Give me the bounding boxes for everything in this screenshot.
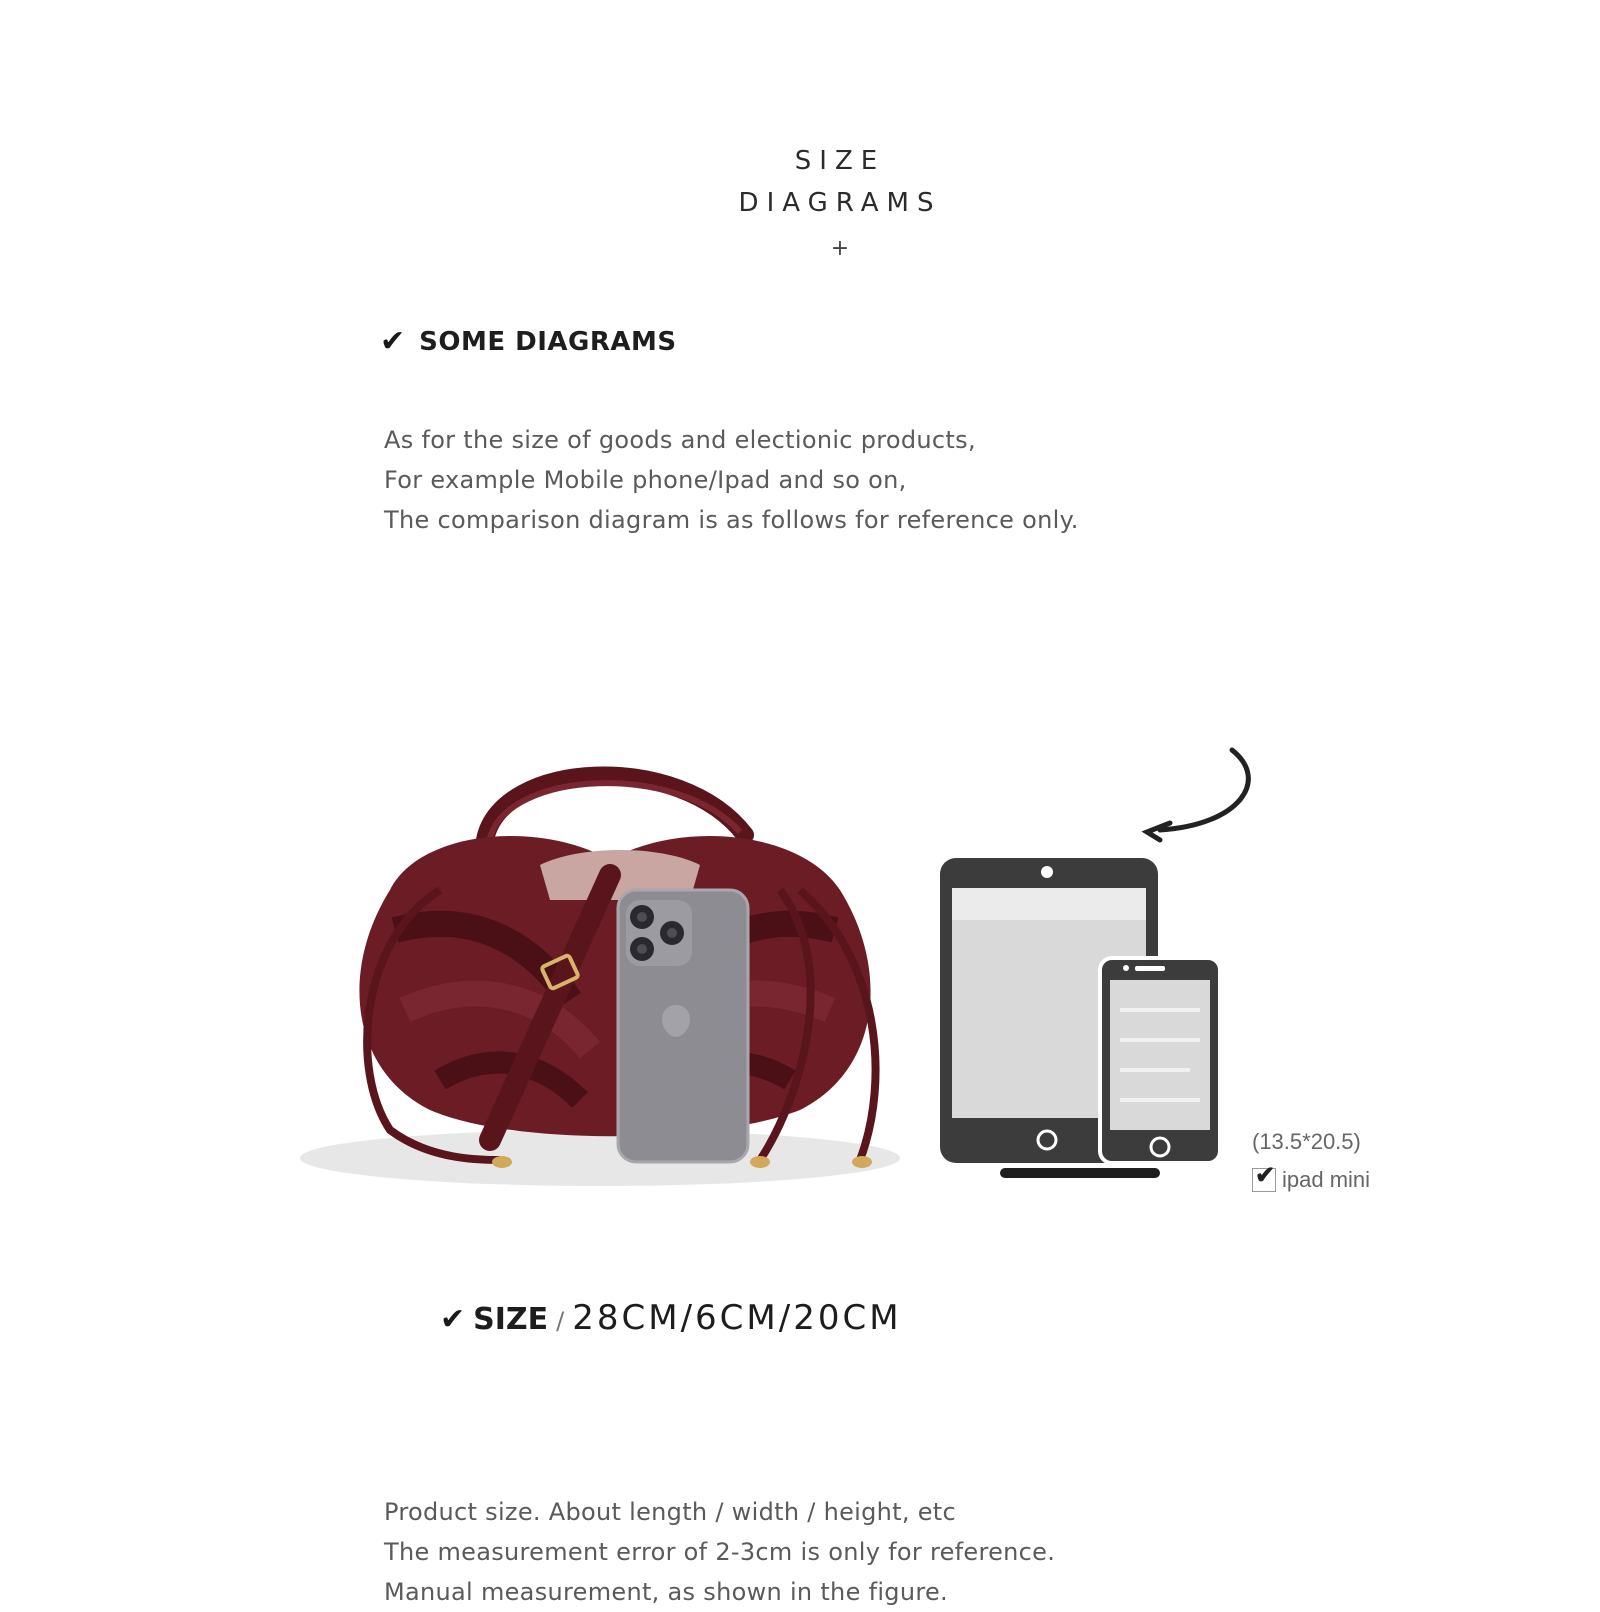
phone-image [618, 890, 748, 1162]
section-heading [380, 324, 677, 359]
bag-shadow [300, 1130, 900, 1186]
size-spec [440, 1298, 902, 1338]
note-line: Product size. About length / width / height, etc [384, 1498, 957, 1526]
intro-line: As for the size of goods and electionic products, [384, 426, 976, 454]
size-comparison-illustration [240, 740, 1400, 1220]
checkmark-icon: ✔ [380, 324, 406, 359]
section-heading-label: SOME DIAGRAMS [419, 327, 677, 357]
device-label: ipad mini [1282, 1167, 1371, 1192]
intro-line: The comparison diagram is as follows for reference only. [384, 506, 1079, 534]
size-value: 28CM/6CM/20CM [572, 1298, 902, 1338]
checked-icon: ✔ [1255, 1162, 1276, 1189]
size-separator: / [556, 1307, 565, 1335]
plus-icon: + [830, 236, 850, 261]
size-label: SIZE [473, 1302, 549, 1337]
device-dimensions: (13.5*20.5) [1252, 1129, 1361, 1154]
checkmark-icon: ✔ [440, 1302, 466, 1337]
measurement-note [384, 1492, 1055, 1612]
intro-line: For example Mobile phone/Ipad and so on, [384, 466, 907, 494]
title-line-1: SIZE [794, 146, 886, 176]
smartphone-icon [1100, 958, 1220, 1163]
intro-paragraph [384, 420, 1079, 540]
arrow-icon [1160, 750, 1248, 830]
note-line: Manual measurement, as shown in the figure. [384, 1578, 948, 1606]
title-line-2: DIAGRAMS [738, 188, 942, 218]
device-note [1252, 1123, 1370, 1199]
checkbox-icon [1252, 1162, 1276, 1192]
note-line: The measurement error of 2-3cm is only for reference. [384, 1538, 1056, 1566]
